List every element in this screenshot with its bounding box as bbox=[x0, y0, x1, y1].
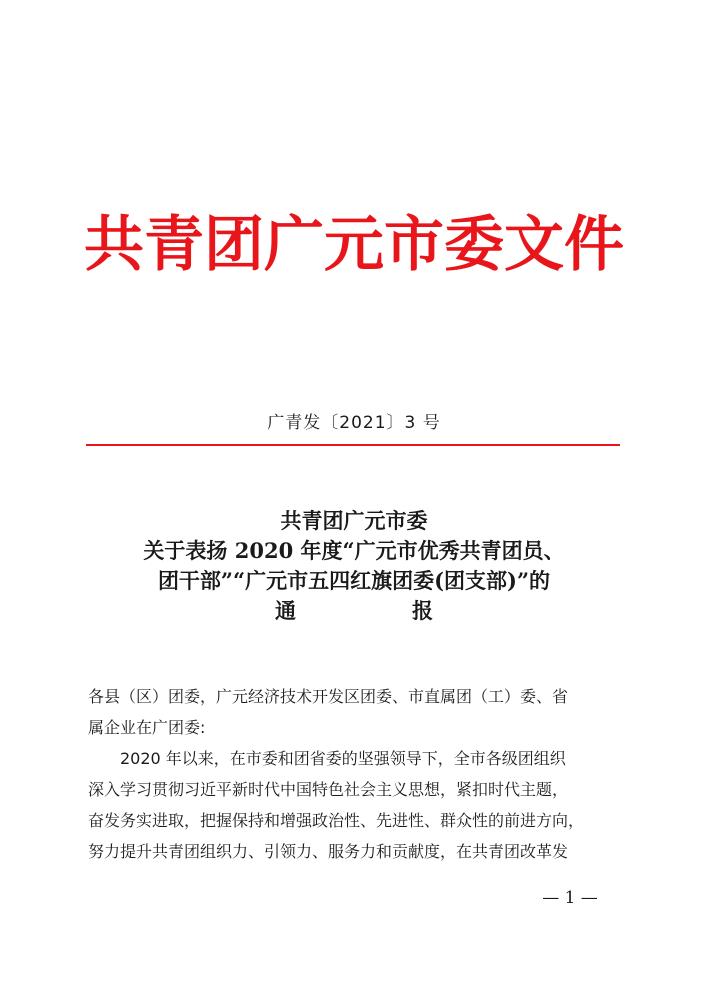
document-number: 广青发〔2021〕3 号 bbox=[267, 413, 441, 433]
notice-title-word-bao: 报 bbox=[412, 598, 433, 623]
notice-title bbox=[60, 506, 648, 626]
paragraph-line-2: 深入学习贯彻习近平新时代中国特色社会主义思想，紧扣时代主题， bbox=[88, 780, 569, 799]
notice-title-line-2: 关于表扬 2020 年度“广元市优秀共青团员、 bbox=[143, 538, 565, 563]
notice-title-line-1: 共青团广元市委 bbox=[280, 508, 428, 533]
masthead-title: 共青团广元市委文件 bbox=[84, 210, 624, 280]
page-number: — 1 — bbox=[542, 888, 598, 908]
body-text bbox=[88, 681, 636, 867]
paragraph-line-1: 2020 年以来，在市委和团省委的坚强领导下，全市各级团组织 bbox=[120, 749, 566, 768]
paragraph-line-4: 努力提升共青团组织力、引领力、服务力和贡献度，在共青团改革发 bbox=[88, 842, 569, 861]
notice-title-line-4 bbox=[60, 596, 648, 626]
paragraph-line-3: 奋发务实进取，把握保持和增强政治性、先进性、群众性的前进方向， bbox=[88, 811, 585, 830]
notice-title-line-3: 团干部”“广元市五四红旗团委(团支部)”的 bbox=[157, 568, 551, 593]
notice-title-word-tong: 通 bbox=[275, 598, 296, 623]
salutation-line-1: 各县（区）团委，广元经济技术开发区团委、市直属团（工）委、省 bbox=[88, 687, 569, 706]
red-separator-line bbox=[86, 444, 620, 446]
salutation-line-2: 属企业在广团委: bbox=[88, 718, 206, 737]
